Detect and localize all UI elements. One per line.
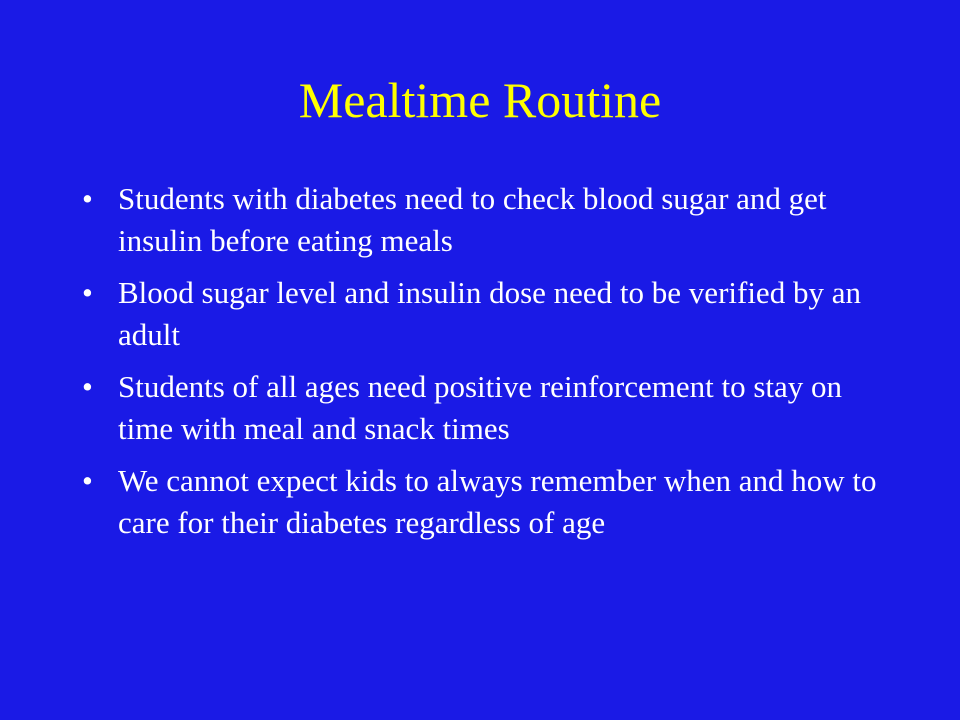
bullet-item	[82, 460, 882, 544]
slide-title: Mealtime Routine	[298, 72, 662, 128]
bullet-item	[82, 178, 882, 262]
bullet-icon: •	[82, 463, 93, 498]
bullet-text: We cannot expect kids to always remember when and how to care for their diabetes regardless of age	[118, 463, 877, 540]
bullet-text: Students of all ages need positive reinforcement to stay on time with meal and snack times	[118, 369, 843, 446]
bullet-text: Students with diabetes need to check blood sugar and get insulin before eating meals	[118, 181, 827, 258]
bullet-icon: •	[82, 181, 93, 216]
bullet-icon: •	[82, 275, 93, 310]
bullet-item	[82, 366, 882, 450]
bullet-text: Blood sugar level and insulin dose need to be verified by an adult	[118, 275, 861, 352]
bullet-list	[82, 178, 882, 554]
bullet-icon: •	[82, 369, 93, 404]
bullet-item	[82, 272, 882, 356]
